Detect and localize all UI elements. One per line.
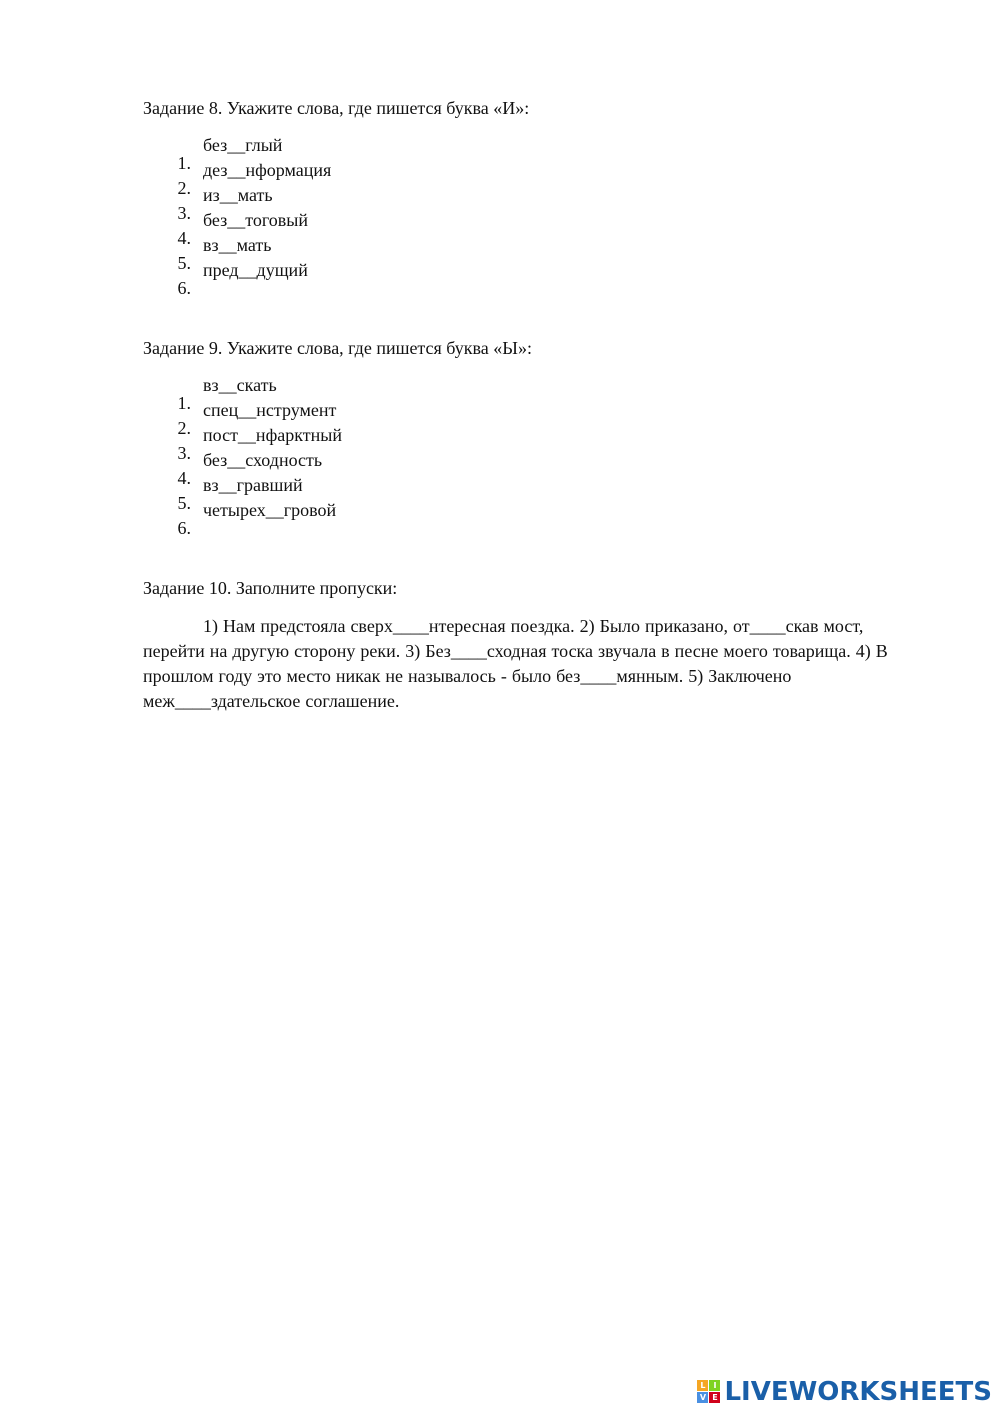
item-number: 5. <box>177 253 191 273</box>
item-word: без__глый <box>203 135 283 155</box>
item-number: 1. <box>177 393 191 413</box>
item-number: 2. <box>177 418 191 438</box>
task-9-heading: Задание 9. Укажите слова, где пишется буква «Ы»: <box>143 338 532 358</box>
item-number: 6. <box>177 278 191 298</box>
item-word: без__тоговый <box>203 210 309 230</box>
liveworksheets-logo <box>697 1377 992 1407</box>
list-item <box>143 498 342 538</box>
item-word: без__сходность <box>203 450 323 470</box>
item-number: 4. <box>177 468 191 488</box>
logo-icon-cell: V <box>697 1392 708 1403</box>
task-8-list <box>143 133 332 298</box>
task-9-list <box>143 373 342 538</box>
item-word: вз__мать <box>203 235 272 255</box>
item-word: дез__нформация <box>203 160 332 180</box>
logo-icon-cell: L <box>697 1380 708 1391</box>
item-number: 4. <box>177 228 191 248</box>
item-number: 2. <box>177 178 191 198</box>
item-number: 3. <box>177 443 191 463</box>
item-word: пред__дущий <box>203 260 308 280</box>
task-10-heading: Задание 10. Заполните пропуски: <box>143 578 398 598</box>
list-item <box>143 258 331 298</box>
item-word: из__мать <box>203 185 273 205</box>
item-word: вз__гравший <box>203 475 303 495</box>
item-word: четырех__гровой <box>203 500 337 520</box>
item-number: 3. <box>177 203 191 223</box>
item-word: пост__нфарктный <box>203 425 342 445</box>
logo-text: LIVEWORKSHEETS <box>724 1377 992 1407</box>
item-number: 6. <box>177 518 191 538</box>
task-8-heading: Задание 8. Укажите слова, где пишется буква «И»: <box>143 98 530 118</box>
item-word: спец__нструмент <box>203 400 337 420</box>
item-number: 1. <box>177 153 191 173</box>
item-word: вз__скать <box>203 375 277 395</box>
liveworksheets-logo-icon <box>697 1380 721 1404</box>
task-10-paragraph: 1) Нам предстояла сверх____нтересная поездка. 2) Было приказано, от____скав мост, перейти на другую сторону реки. 3) Без____сходная тоска звучала в песне моего товарища. 4) В прошлом году это место никак не называлось - было без____мянным. 5) Заключено меж____здательское соглашение. <box>143 616 888 711</box>
logo-icon-cell: E <box>709 1392 720 1403</box>
item-number: 5. <box>177 493 191 513</box>
logo-icon-cell: I <box>709 1380 720 1391</box>
